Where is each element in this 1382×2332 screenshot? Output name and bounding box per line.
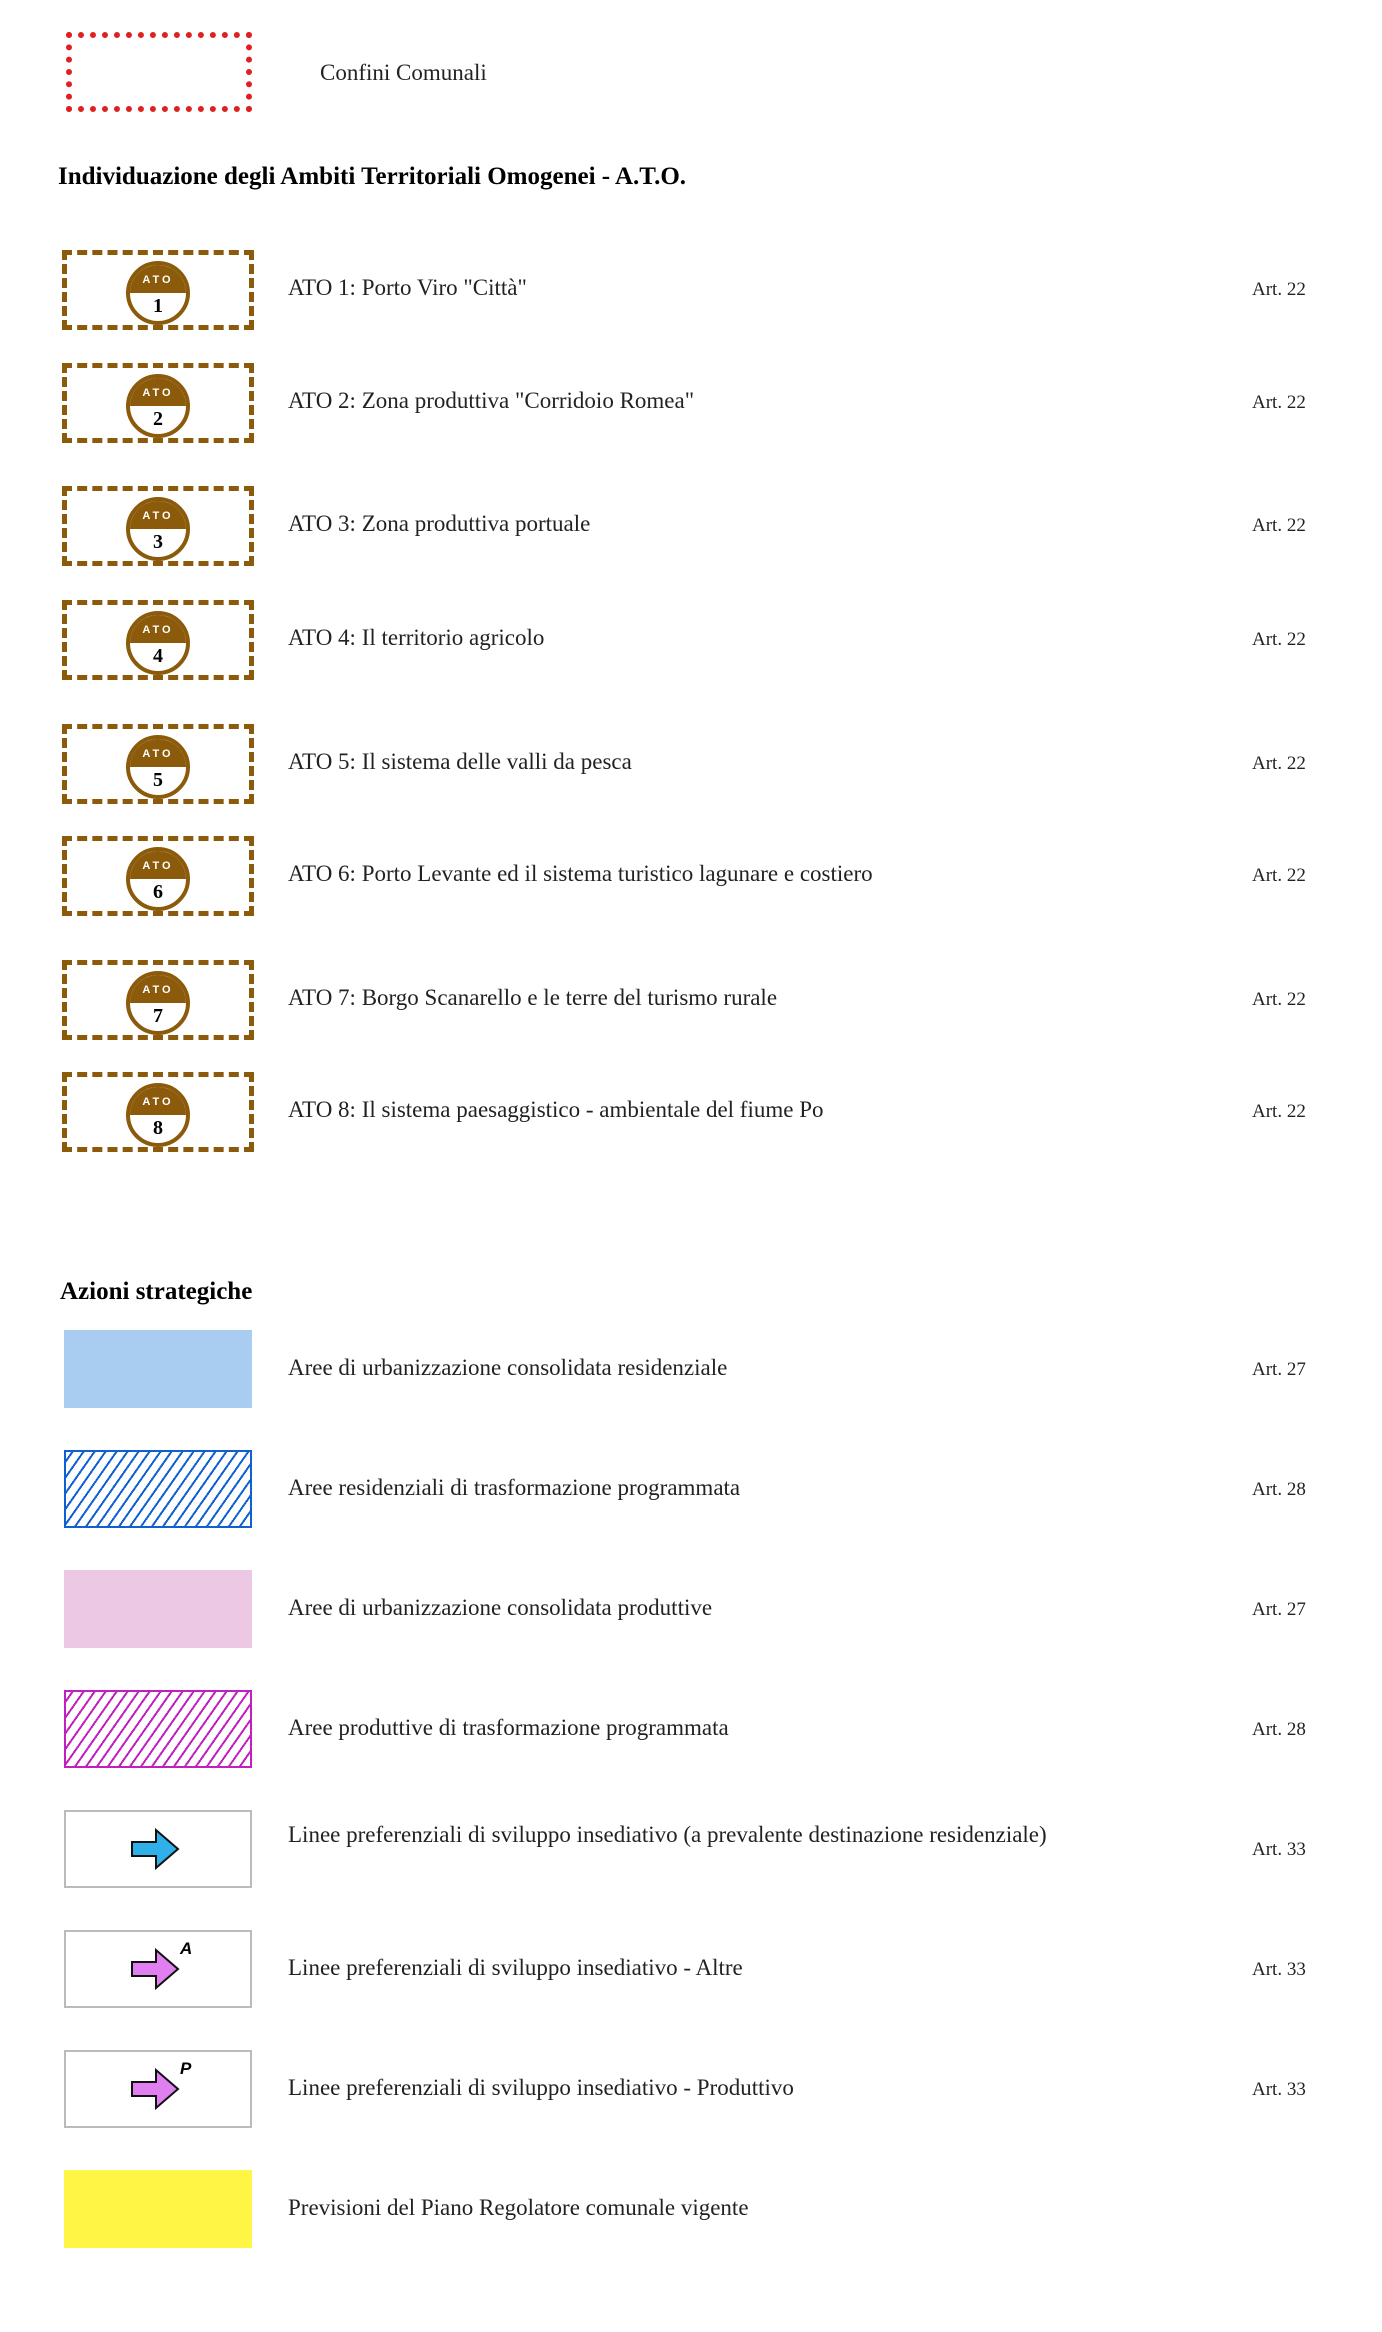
arrow-icon	[66, 1812, 250, 1886]
ato-badge-icon	[126, 611, 190, 675]
ato-article-ref: Art. 22	[1252, 1101, 1306, 1122]
ato-article-ref: Art. 22	[1252, 279, 1306, 300]
azione-label: Aree di urbanizzazione consolidata produttive	[288, 1595, 713, 1620]
ato-label: ATO 7: Borgo Scanarello e le terre del turismo rurale	[288, 985, 778, 1010]
ato-badge-number: 2	[153, 408, 163, 430]
development-arrow-swatch	[64, 1810, 252, 1888]
ato-boundary-swatch	[62, 960, 254, 1040]
azione-label: Aree produttive di trasformazione programmata	[288, 1715, 729, 1740]
development-arrow-swatch	[64, 1930, 252, 2008]
confini-comunali-label: Confini Comunali	[320, 60, 487, 85]
ato-label: ATO 2: Zona produttiva "Corridoio Romea"	[288, 388, 695, 413]
ato-article-ref: Art. 22	[1252, 753, 1306, 774]
ato-boundary-swatch	[62, 836, 254, 916]
ato-label: ATO 5: Il sistema delle valli da pesca	[288, 749, 632, 774]
ato-badge-icon	[126, 735, 190, 799]
ato-badge-text: ATO	[130, 378, 186, 406]
solid-area-swatch	[64, 1330, 252, 1408]
azione-label: Linee preferenziali di sviluppo insediativo - Altre	[288, 1955, 743, 1980]
azione-label: Aree residenziali di trasformazione programmata	[288, 1475, 741, 1500]
ato-badge-text: ATO	[130, 975, 186, 1003]
ato-article-ref: Art. 22	[1252, 515, 1306, 536]
azione-article-ref: Art. 33	[1252, 1959, 1306, 1980]
ato-boundary-swatch	[62, 486, 254, 566]
ato-label: ATO 3: Zona produttiva portuale	[288, 511, 591, 536]
azioni-section-heading: Azioni strategiche	[60, 1278, 253, 1305]
ato-badge-number: 3	[153, 531, 163, 553]
azione-article-ref: Art. 33	[1252, 2079, 1306, 2100]
ato-boundary-swatch	[62, 1072, 254, 1152]
ato-badge-icon	[126, 374, 190, 438]
ato-boundary-swatch	[62, 250, 254, 330]
ato-badge-text: ATO	[130, 265, 186, 293]
solid-area-swatch	[64, 1570, 252, 1648]
ato-badge-number: 7	[153, 1005, 163, 1027]
ato-badge-number: 1	[153, 295, 163, 317]
ato-badge-icon	[126, 847, 190, 911]
ato-badge-icon	[126, 261, 190, 325]
ato-boundary-swatch	[62, 600, 254, 680]
ato-badge-text: ATO	[130, 1087, 186, 1115]
ato-label: ATO 4: Il territorio agricolo	[288, 625, 545, 650]
arrow-icon	[66, 2052, 250, 2126]
azione-article-ref: Art. 28	[1252, 1719, 1306, 1740]
ato-article-ref: Art. 22	[1252, 865, 1306, 886]
azione-article-ref: Art. 27	[1252, 1359, 1306, 1380]
ato-boundary-swatch	[62, 724, 254, 804]
azione-label: Previsioni del Piano Regolatore comunale vigente	[288, 2195, 749, 2220]
ato-article-ref: Art. 22	[1252, 392, 1306, 413]
ato-badge-text: ATO	[130, 739, 186, 767]
ato-badge-text: ATO	[130, 615, 186, 643]
ato-badge-number: 8	[153, 1117, 163, 1139]
ato-section-heading: Individuazione degli Ambiti Territoriali Omogenei - A.T.O.	[58, 163, 687, 190]
ato-badge-number: 5	[153, 769, 163, 791]
ato-badge-icon	[126, 1083, 190, 1147]
ato-badge-icon	[126, 497, 190, 561]
ato-badge-number: 4	[153, 645, 163, 667]
ato-badge-number: 6	[153, 881, 163, 903]
arrow-letter: P	[180, 2059, 192, 2078]
ato-article-ref: Art. 22	[1252, 629, 1306, 650]
azione-article-ref: Art. 28	[1252, 1479, 1306, 1500]
ato-label: ATO 8: Il sistema paesaggistico - ambientale del fiume Po	[288, 1097, 824, 1122]
solid-area-swatch	[64, 2170, 252, 2248]
development-arrow-swatch	[64, 2050, 252, 2128]
azione-label: Aree di urbanizzazione consolidata residenziale	[288, 1355, 728, 1380]
hatched-area-swatch	[64, 1450, 252, 1528]
azione-article-ref: Art. 33	[1252, 1839, 1306, 1860]
arrow-icon	[66, 1932, 250, 2006]
ato-article-ref: Art. 22	[1252, 989, 1306, 1010]
azione-label: Linee preferenziali di sviluppo insediativo (a prevalente destinazione residenziale)	[288, 1822, 1047, 1847]
hatched-area-swatch	[64, 1690, 252, 1768]
ato-boundary-swatch	[62, 363, 254, 443]
ato-label: ATO 1: Porto Viro "Città"	[288, 275, 527, 300]
ato-badge-icon	[126, 971, 190, 1035]
confini-comunali-swatch	[66, 32, 252, 112]
azione-label: Linee preferenziali di sviluppo insediativo - Produttivo	[288, 2075, 794, 2100]
arrow-letter: A	[180, 1939, 193, 1958]
ato-badge-text: ATO	[130, 851, 186, 879]
confini-comunali-row	[0, 0, 1382, 130]
ato-label: ATO 6: Porto Levante ed il sistema turistico lagunare e costiero	[288, 861, 873, 886]
ato-badge-text: ATO	[130, 501, 186, 529]
azione-article-ref: Art. 27	[1252, 1599, 1306, 1620]
